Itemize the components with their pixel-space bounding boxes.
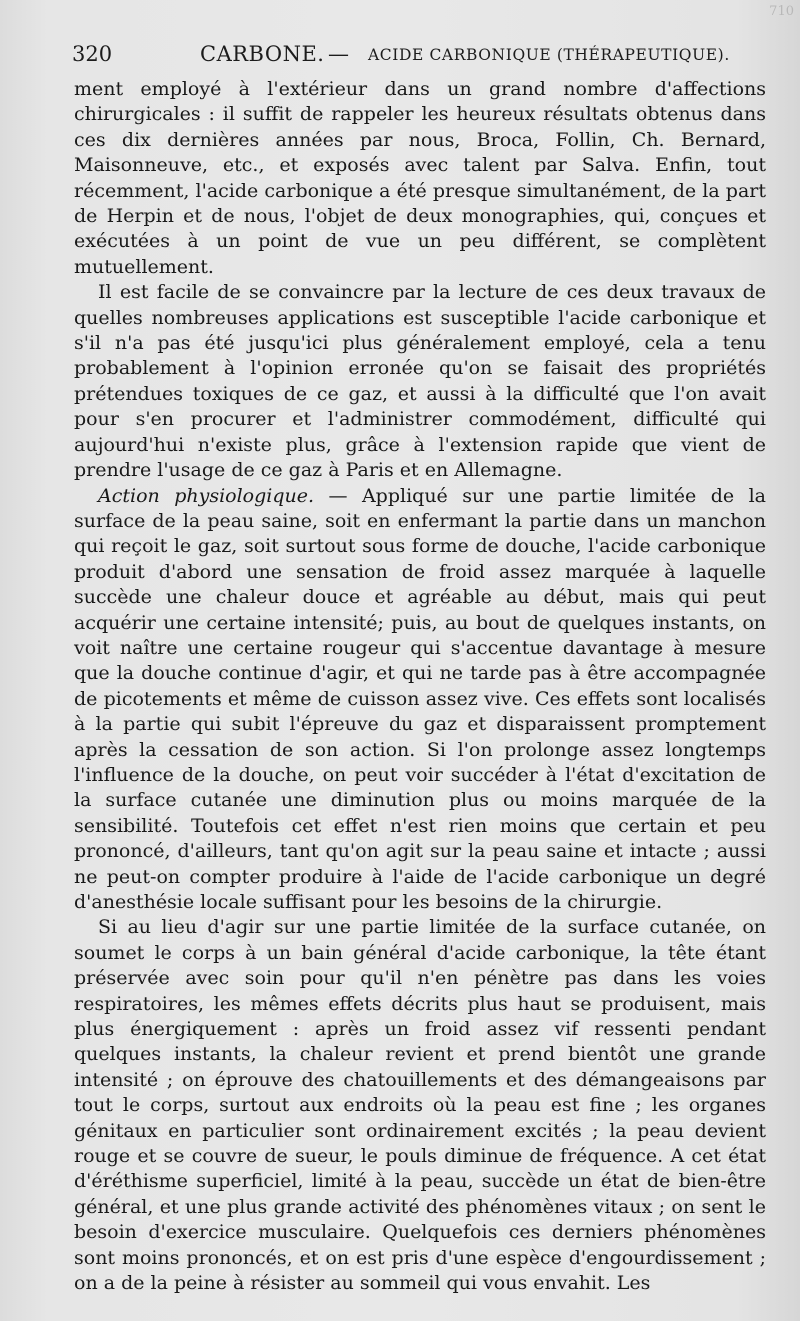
running-head-title: CARBONE. [200, 42, 325, 66]
page-number: 320 [72, 42, 113, 66]
section-heading: Action physiologique. [98, 484, 315, 507]
section-dash: — [314, 484, 362, 507]
running-head-separator: — [328, 42, 349, 66]
paragraph-text: Appliqué sur une partie limitée de la surface de la peau saine, soit en enfermant la partie dans un manchon qui reçoit le gaz, soit surtout sous forme de douche, l'acide carbonique produit d'abord une sensation de froid assez marquée à laquelle succède une chaleur douce et agréable au début, mais qui peut acquérir une certaine intensité; puis, au bout de quelques instants, on voit naître une certaine rougeur qui s'accentue davantage à mesure que la douche continue d'agir, et qui ne tarde pas à être accompagnée de picotements et même de cuisson assez vive. Ces effets sont localisés à la partie qui subit l'épreuve du gaz et disparaissent promptement après la cessation de son action. Si l'on prolonge assez longtemps l'influence de la douche, on peut voir succéder à l'état d'excitation de la surface cutanée une diminution plus ou moins marquée de la sensibilité. Toutefois cet effet n'est rien moins que certain et peu prononcé, d'ailleurs, tant qu'on agit sur la peau saine et intacte ; aussi ne peut-on compter produire à l'aide de l'acide carbonique un degré d'anesthésie locale suffisant pour les besoins de la chirurgie. [74, 484, 766, 913]
running-head [72, 40, 762, 74]
paragraph-continuation: ment employé à l'extérieur dans un grand nombre d'affections chirurgicales : il suffit de rappeler les heureux résultats obtenus dans ces dix dernières années par nous, Broca, Follin, Ch. Bernard, Maisonneuve, etc., et exposés avec talent par Salva. Enfin, tout récemment, l'acide carbonique a été presque simultanément, de la part de Herpin et de nous, l'objet de deux monographies, qui, conçues et exécutées à un point de vue un peu différent, se complètent mutuellement. [74, 78, 766, 278]
paragraph-action-physiologique [74, 484, 766, 916]
running-head-subtitle: ACIDE CARBONIQUE (THÉRAPEUTIQUE). [368, 46, 730, 64]
page-body [74, 77, 766, 1307]
bleed-through-page-mark: 710 [769, 4, 794, 19]
paragraph: Il est facile de se convaincre par la lecture de ces deux travaux de quelles nombreuses applications est susceptible l'acide carbonique et s'il n'a pas été jusqu'ici plus généralement employé, cela a tenu probablement à l'opinion erronée qu'on se faisait des propriétés prétendues toxiques de ce gaz, et aussi à la difficulté que l'on avait pour s'en procurer et l'administrer commodément, difficulté qui aujourd'hui n'existe plus, grâce à l'extension rapide que vient de prendre l'usage de ce gaz à Paris et en Allemagne. [74, 281, 766, 482]
paragraph: Si au lieu d'agir sur une partie limitée de la surface cutanée, on soumet le corps à un bain général d'acide carbonique, la tête étant préservée avec soin pour qu'il n'en pénètre pas dans les voies respiratoires, les mêmes effets décrits plus haut se produisent, mais plus énergiquement : après un froid assez vif ressenti pendant quelques instants, la chaleur revient et prend bientôt une grande intensité ; on éprouve des chatouillements et des démangeaisons par tout le corps, surtout aux endroits où la peau est fine ; les organes génitaux en particulier sont ordinairement excités ; la peau devient rouge et se couvre de sueur, le pouls diminue de fréquence. A cet état d'éréthisme superficiel, limité à la peau, succède un état de bien-être général, et une plus grande activité des phénomènes vitaux ; on sent le besoin d'exercice musculaire. Quelquefois ces derniers phénomènes sont moins prononcés, et on est pris d'une espèce d'engourdissement ; on a de la peine à résister au sommeil qui vous envahit. Les [74, 916, 766, 1295]
